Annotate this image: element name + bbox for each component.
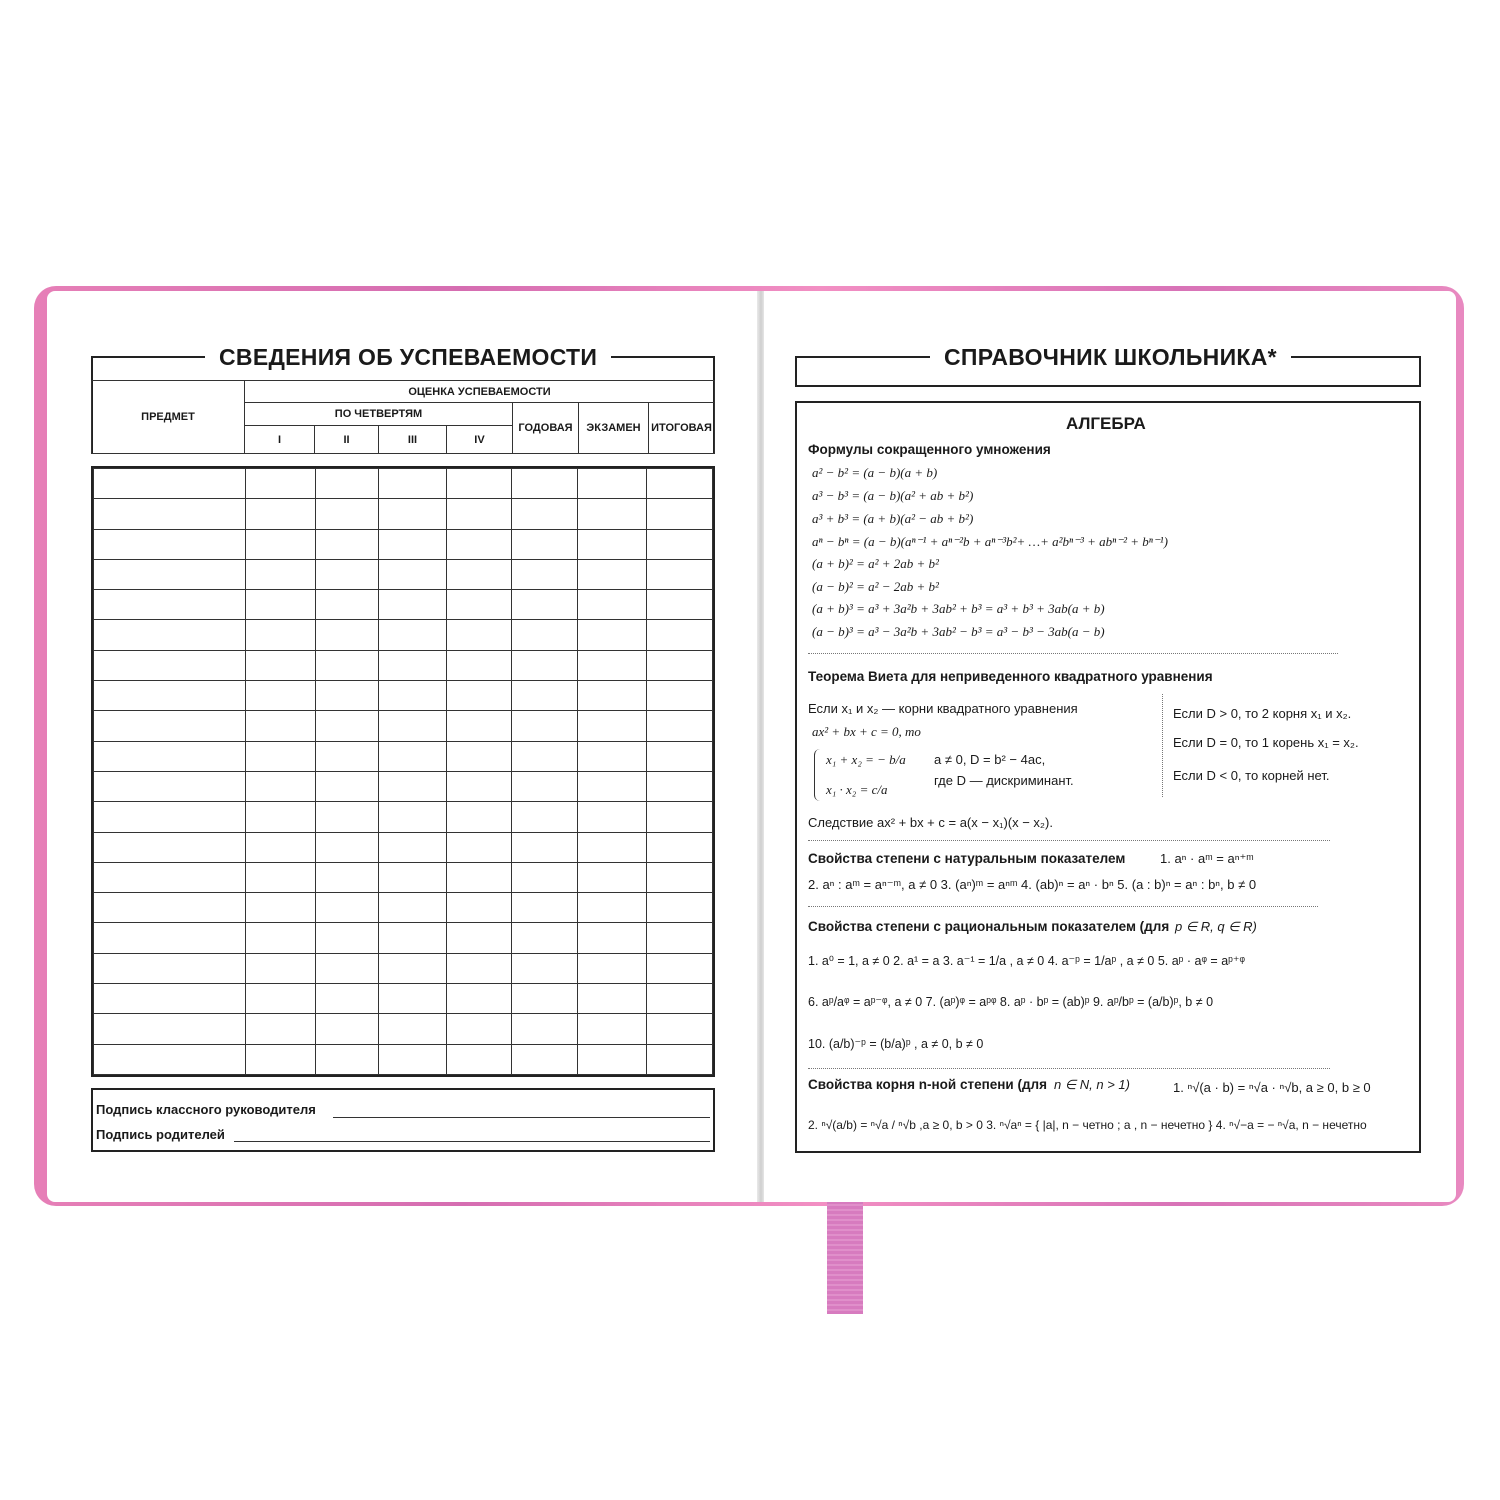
- grade-cell[interactable]: [379, 953, 447, 983]
- grade-cell[interactable]: [94, 559, 246, 589]
- s1-line-4: aⁿ − bⁿ = (a − b)(aⁿ⁻¹ + aⁿ⁻²b + aⁿ⁻³b²+ …+ a²bⁿ⁻³ + abⁿ⁻² + bⁿ⁻¹): [812, 534, 1168, 549]
- grade-cell[interactable]: [379, 559, 447, 589]
- grade-cell[interactable]: [446, 741, 512, 771]
- grade-cell[interactable]: [647, 469, 713, 499]
- grade-cell[interactable]: [94, 893, 246, 923]
- grade-cell[interactable]: [512, 469, 578, 499]
- quarter-1: I: [245, 426, 315, 454]
- system-brace: [814, 749, 822, 801]
- grade-cell[interactable]: [246, 711, 316, 741]
- grade-cell[interactable]: [577, 499, 647, 529]
- grade-cell[interactable]: [577, 681, 647, 711]
- grade-cell[interactable]: [577, 802, 647, 832]
- grade-cell[interactable]: [315, 832, 379, 862]
- divider: [808, 906, 1318, 907]
- grade-cell[interactable]: [446, 529, 512, 559]
- table-row: [94, 862, 713, 892]
- grade-cell[interactable]: [94, 953, 246, 983]
- grade-cell[interactable]: [94, 469, 246, 499]
- grade-cell[interactable]: [246, 1044, 316, 1074]
- grade-cell[interactable]: [94, 984, 246, 1014]
- s1-line-6: (a − b)² = a² − 2ab + b²: [812, 579, 939, 594]
- grade-cell[interactable]: [379, 1014, 447, 1044]
- s4-title: Свойства степени с рациональным показателем (для: [808, 919, 1170, 934]
- grade-cell[interactable]: [577, 529, 647, 559]
- reference-title: СПРАВОЧНИК ШКОЛЬНИКА*: [930, 344, 1291, 371]
- grade-cell[interactable]: [647, 681, 713, 711]
- grade-cell[interactable]: [647, 923, 713, 953]
- s5-title: Свойства корня n-ной степени (для: [808, 1077, 1047, 1092]
- table-row: [94, 741, 713, 771]
- s2-consequence: Следствие ax² + bx + c = a(x − x₁)(x − x₂).: [808, 815, 1053, 830]
- table-row: [94, 559, 713, 589]
- grade-cell[interactable]: [446, 832, 512, 862]
- grade-cell[interactable]: [379, 741, 447, 771]
- grade-cell[interactable]: [512, 499, 578, 529]
- s1-line-3: a³ + b³ = (a + b)(a² − ab + b²): [812, 511, 974, 526]
- divider: [808, 1068, 1330, 1069]
- bookmark-ribbon[interactable]: [827, 1196, 863, 1314]
- grade-cell[interactable]: [379, 1044, 447, 1074]
- grade-cell[interactable]: [246, 893, 316, 923]
- grade-cell[interactable]: [446, 771, 512, 801]
- grade-cell[interactable]: [446, 650, 512, 680]
- grade-cell[interactable]: [379, 984, 447, 1014]
- grade-cell[interactable]: [512, 650, 578, 680]
- grade-cell[interactable]: [647, 590, 713, 620]
- grade-cell[interactable]: [94, 1014, 246, 1044]
- grade-cell[interactable]: [379, 529, 447, 559]
- grade-cell[interactable]: [315, 862, 379, 892]
- grade-cell[interactable]: [246, 741, 316, 771]
- grade-cell[interactable]: [379, 590, 447, 620]
- s4-line-1: 1. a⁰ = 1, a ≠ 0 2. a¹ = a 3. a⁻¹ = 1/a , a ≠ 0 4. a⁻ᵖ = 1/aᵖ , a ≠ 0 5. aᵖ · aᵠ = aᵖ⁺ᵠ: [808, 954, 1245, 968]
- col-exam: ЭКЗАМЕН: [579, 403, 649, 454]
- grade-cell[interactable]: [577, 923, 647, 953]
- grade-cell[interactable]: [94, 711, 246, 741]
- grade-cell[interactable]: [577, 832, 647, 862]
- subject-title: АЛГЕБРА: [1066, 414, 1146, 433]
- grade-cell[interactable]: [512, 590, 578, 620]
- grade-cell[interactable]: [315, 1044, 379, 1074]
- table-row: [94, 650, 713, 680]
- grade-cell[interactable]: [647, 620, 713, 650]
- sign-teacher-line[interactable]: [333, 1117, 710, 1118]
- table-row: [94, 893, 713, 923]
- grade-cell[interactable]: [379, 923, 447, 953]
- grade-cell[interactable]: [246, 529, 316, 559]
- grade-cell[interactable]: [246, 862, 316, 892]
- grade-cell[interactable]: [577, 771, 647, 801]
- grade-cell[interactable]: [94, 741, 246, 771]
- grade-cell[interactable]: [647, 650, 713, 680]
- grade-cell[interactable]: [647, 529, 713, 559]
- grade-cell[interactable]: [512, 893, 578, 923]
- grade-cell[interactable]: [512, 711, 578, 741]
- table-row: [94, 832, 713, 862]
- grade-cell[interactable]: [94, 681, 246, 711]
- grade-cell[interactable]: [446, 923, 512, 953]
- table-row: [94, 499, 713, 529]
- grade-cell[interactable]: [315, 559, 379, 589]
- grade-cell[interactable]: [577, 1014, 647, 1044]
- s3-title: Свойства степени с натуральным показателем: [808, 851, 1126, 866]
- grade-cell[interactable]: [315, 711, 379, 741]
- grade-cell[interactable]: [246, 559, 316, 589]
- grade-cell[interactable]: [512, 771, 578, 801]
- grade-cell[interactable]: [512, 1044, 578, 1074]
- table-row: [94, 923, 713, 953]
- s2-sys-2: x₁ · x₂ = c/a: [826, 782, 888, 797]
- s1-line-5: (a + b)² = a² + 2ab + b²: [812, 556, 939, 571]
- grade-cell[interactable]: [246, 984, 316, 1014]
- grade-cell[interactable]: [647, 832, 713, 862]
- grade-cell[interactable]: [246, 590, 316, 620]
- grade-cell[interactable]: [379, 681, 447, 711]
- s5-cond: n ∈ N, n > 1): [1054, 1077, 1130, 1092]
- grade-cell[interactable]: [446, 681, 512, 711]
- grade-cell[interactable]: [577, 862, 647, 892]
- s1-line-1: a² − b² = (a − b)(a + b): [812, 465, 938, 480]
- s1-line-8: (a − b)³ = a³ − 3a²b + 3ab² − b³ = a³ − b³ − 3ab(a − b): [812, 624, 1105, 639]
- divider: [808, 840, 1330, 841]
- sign-parents-label: Подпись родителей: [96, 1127, 225, 1142]
- grade-cell[interactable]: [246, 771, 316, 801]
- grade-cell[interactable]: [315, 802, 379, 832]
- grade-cell[interactable]: [379, 802, 447, 832]
- grade-cell[interactable]: [512, 802, 578, 832]
- grade-cell[interactable]: [246, 650, 316, 680]
- s2-sys-1: x₁ + x₂ = − b/a: [826, 752, 906, 767]
- s3-line-2: 2. aⁿ : aᵐ = aⁿ⁻ᵐ, a ≠ 0 3. (aⁿ)ᵐ = aⁿᵐ 4. (ab)ⁿ = aⁿ · bⁿ 5. (a : b)ⁿ = aⁿ : bⁿ, b ≠ 0: [808, 877, 1257, 892]
- grade-cell[interactable]: [315, 529, 379, 559]
- s4-line-2: 6. aᵖ/aᵠ = aᵖ⁻ᵠ, a ≠ 0 7. (aᵖ)ᵠ = aᵖᵠ 8. aᵖ · bᵖ = (ab)ᵖ 9. aᵖ/bᵖ = (a/b)ᵖ, b ≠ 0: [808, 995, 1214, 1009]
- grade-cell[interactable]: [315, 953, 379, 983]
- s1-title: Формулы сокращенного умножения: [808, 442, 1051, 457]
- grade-cell[interactable]: [446, 711, 512, 741]
- grade-cell[interactable]: [379, 862, 447, 892]
- grade-cell[interactable]: [94, 862, 246, 892]
- s2-result-1: Если D > 0, то 2 корня x₁ и x₂.: [1173, 706, 1352, 721]
- grade-cell[interactable]: [94, 771, 246, 801]
- grade-cell[interactable]: [246, 499, 316, 529]
- grade-cell[interactable]: [446, 620, 512, 650]
- sign-teacher-label: Подпись классного руководителя: [96, 1102, 316, 1117]
- grade-cell[interactable]: [577, 711, 647, 741]
- grade-cell[interactable]: [315, 650, 379, 680]
- grade-cell[interactable]: [647, 559, 713, 589]
- sign-parents-line[interactable]: [234, 1141, 710, 1142]
- grade-cell[interactable]: [446, 984, 512, 1014]
- grades-grid: [91, 466, 715, 1077]
- grade-cell[interactable]: [446, 499, 512, 529]
- quarter-4: IV: [447, 426, 513, 454]
- grade-cell[interactable]: [446, 802, 512, 832]
- grade-cell[interactable]: [315, 469, 379, 499]
- vieta-divider: [1162, 694, 1163, 797]
- grade-cell[interactable]: [315, 1014, 379, 1044]
- grade-cell[interactable]: [647, 1044, 713, 1074]
- grade-cell[interactable]: [246, 802, 316, 832]
- col-year: ГОДОВАЯ: [513, 403, 579, 454]
- grade-cell[interactable]: [315, 741, 379, 771]
- grade-cell[interactable]: [512, 559, 578, 589]
- grade-cell[interactable]: [577, 650, 647, 680]
- divider: [808, 653, 1338, 654]
- table-row: [94, 529, 713, 559]
- s2-cond-2: где D — дискриминант.: [934, 773, 1074, 788]
- grade-cell[interactable]: [512, 529, 578, 559]
- grade-cell[interactable]: [577, 469, 647, 499]
- signatures-box: [91, 1088, 715, 1152]
- col-quarters: ПО ЧЕТВЕРТЯМ: [245, 403, 513, 426]
- grade-cell[interactable]: [379, 650, 447, 680]
- grade-cell[interactable]: [94, 802, 246, 832]
- grade-cell[interactable]: [94, 650, 246, 680]
- grade-cell[interactable]: [512, 741, 578, 771]
- quarter-2: II: [315, 426, 379, 454]
- grade-cell[interactable]: [577, 741, 647, 771]
- grade-cell[interactable]: [512, 620, 578, 650]
- grade-cell[interactable]: [315, 893, 379, 923]
- quarter-3: III: [379, 426, 447, 454]
- grade-cell[interactable]: [246, 469, 316, 499]
- s1-line-2: a³ − b³ = (a − b)(a² + ab + b²): [812, 488, 974, 503]
- grade-cell[interactable]: [379, 499, 447, 529]
- grade-cell[interactable]: [647, 984, 713, 1014]
- grade-cell[interactable]: [446, 590, 512, 620]
- s4-line-3: 10. (a/b)⁻ᵖ = (b/a)ᵖ , a ≠ 0, b ≠ 0: [808, 1037, 984, 1051]
- grade-cell[interactable]: [446, 469, 512, 499]
- grade-cell[interactable]: [577, 590, 647, 620]
- grade-cell[interactable]: [379, 469, 447, 499]
- grade-cell[interactable]: [94, 1044, 246, 1074]
- grade-cell[interactable]: [246, 923, 316, 953]
- table-row: [94, 802, 713, 832]
- grade-cell[interactable]: [315, 923, 379, 953]
- grade-cell[interactable]: [94, 529, 246, 559]
- s2-result-3: Если D < 0, то корней нет.: [1173, 768, 1330, 783]
- grade-cell[interactable]: [577, 893, 647, 923]
- s5-line-1: 1. ⁿ√(a · b) = ⁿ√a · ⁿ√b, a ≥ 0, b ≥ 0: [1173, 1080, 1371, 1095]
- grade-cell[interactable]: [512, 862, 578, 892]
- grades-header-table: [91, 380, 715, 454]
- s3-line-1: 1. aⁿ · aᵐ = aⁿ⁺ᵐ: [1160, 851, 1254, 866]
- grade-cell[interactable]: [246, 620, 316, 650]
- grade-cell[interactable]: [379, 771, 447, 801]
- table-row: [94, 681, 713, 711]
- grade-cell[interactable]: [379, 893, 447, 923]
- grade-cell[interactable]: [577, 984, 647, 1014]
- left-page: [47, 291, 758, 1202]
- grade-cell[interactable]: [577, 953, 647, 983]
- grade-cell[interactable]: [647, 741, 713, 771]
- s2-title: Теорема Виета для неприведенного квадратного уравнения: [808, 669, 1213, 684]
- grade-cell[interactable]: [246, 681, 316, 711]
- table-row: [94, 590, 713, 620]
- grade-cell[interactable]: [512, 1014, 578, 1044]
- grade-cell[interactable]: [315, 620, 379, 650]
- s2-eq: ax² + bx + c = 0, то: [812, 724, 921, 739]
- s2-if: Если x₁ и x₂ — корни квадратного уравнения: [808, 701, 1078, 716]
- grade-cell[interactable]: [512, 953, 578, 983]
- grade-cell[interactable]: [446, 1044, 512, 1074]
- grade-cell[interactable]: [446, 862, 512, 892]
- grade-cell[interactable]: [315, 499, 379, 529]
- grade-cell[interactable]: [647, 1014, 713, 1044]
- table-row: [94, 984, 713, 1014]
- grade-cell[interactable]: [647, 771, 713, 801]
- grade-cell[interactable]: [379, 832, 447, 862]
- grade-cell[interactable]: [315, 771, 379, 801]
- grade-cell[interactable]: [512, 923, 578, 953]
- grade-cell[interactable]: [315, 590, 379, 620]
- grade-cell[interactable]: [315, 984, 379, 1014]
- table-row: [94, 1044, 713, 1074]
- s1-line-7: (a + b)³ = a³ + 3a²b + 3ab² + b³ = a³ + b³ + 3ab(a + b): [812, 601, 1105, 616]
- grade-cell[interactable]: [246, 953, 316, 983]
- grade-cell[interactable]: [379, 711, 447, 741]
- right-page: [764, 291, 1456, 1202]
- grade-cell[interactable]: [94, 832, 246, 862]
- s5-line-2: 2. ⁿ√(a/b) = ⁿ√a / ⁿ√b ,a ≥ 0, b > 0 3. ⁿ√aⁿ = { |a|, n − четно ; a , n − нечетно } 4. ⁿ√−a = − ⁿ√a, n − нечетно: [808, 1118, 1367, 1132]
- grade-cell[interactable]: [577, 1044, 647, 1074]
- page-title: СВЕДЕНИЯ ОБ УСПЕВАЕМОСТИ: [205, 344, 611, 371]
- table-row: [94, 953, 713, 983]
- grade-cell[interactable]: [647, 953, 713, 983]
- grade-cell[interactable]: [647, 499, 713, 529]
- col-subject: ПРЕДМЕТ: [92, 381, 245, 454]
- grade-cell[interactable]: [379, 620, 447, 650]
- col-grades: ОЦЕНКА УСПЕВАЕМОСТИ: [245, 381, 715, 403]
- grade-cell[interactable]: [315, 681, 379, 711]
- grade-cell[interactable]: [94, 620, 246, 650]
- grade-cell[interactable]: [577, 559, 647, 589]
- grade-cell[interactable]: [94, 590, 246, 620]
- grade-cell[interactable]: [647, 802, 713, 832]
- grade-cell[interactable]: [577, 620, 647, 650]
- grade-cell[interactable]: [246, 832, 316, 862]
- s2-cond-1: a ≠ 0, D = b² − 4ac,: [934, 752, 1046, 767]
- table-row: [94, 469, 713, 499]
- table-row: [94, 711, 713, 741]
- grade-cell[interactable]: [94, 923, 246, 953]
- table-row: [94, 1014, 713, 1044]
- grade-cell[interactable]: [446, 559, 512, 589]
- grade-cell[interactable]: [647, 711, 713, 741]
- grade-cell[interactable]: [512, 984, 578, 1014]
- grade-cell[interactable]: [94, 499, 246, 529]
- s4-cond: p ∈ R, q ∈ R): [1175, 919, 1257, 934]
- grade-cell[interactable]: [647, 862, 713, 892]
- col-final: ИТОГОВАЯ: [649, 403, 715, 454]
- grade-cell[interactable]: [647, 893, 713, 923]
- grade-cell[interactable]: [446, 953, 512, 983]
- grade-cell[interactable]: [446, 893, 512, 923]
- s2-result-2: Если D = 0, то 1 корень x₁ = x₂.: [1173, 735, 1359, 750]
- table-row: [94, 771, 713, 801]
- grade-cell[interactable]: [246, 1014, 316, 1044]
- grade-cell[interactable]: [512, 832, 578, 862]
- table-row: [94, 620, 713, 650]
- grade-cell[interactable]: [446, 1014, 512, 1044]
- grade-cell[interactable]: [512, 681, 578, 711]
